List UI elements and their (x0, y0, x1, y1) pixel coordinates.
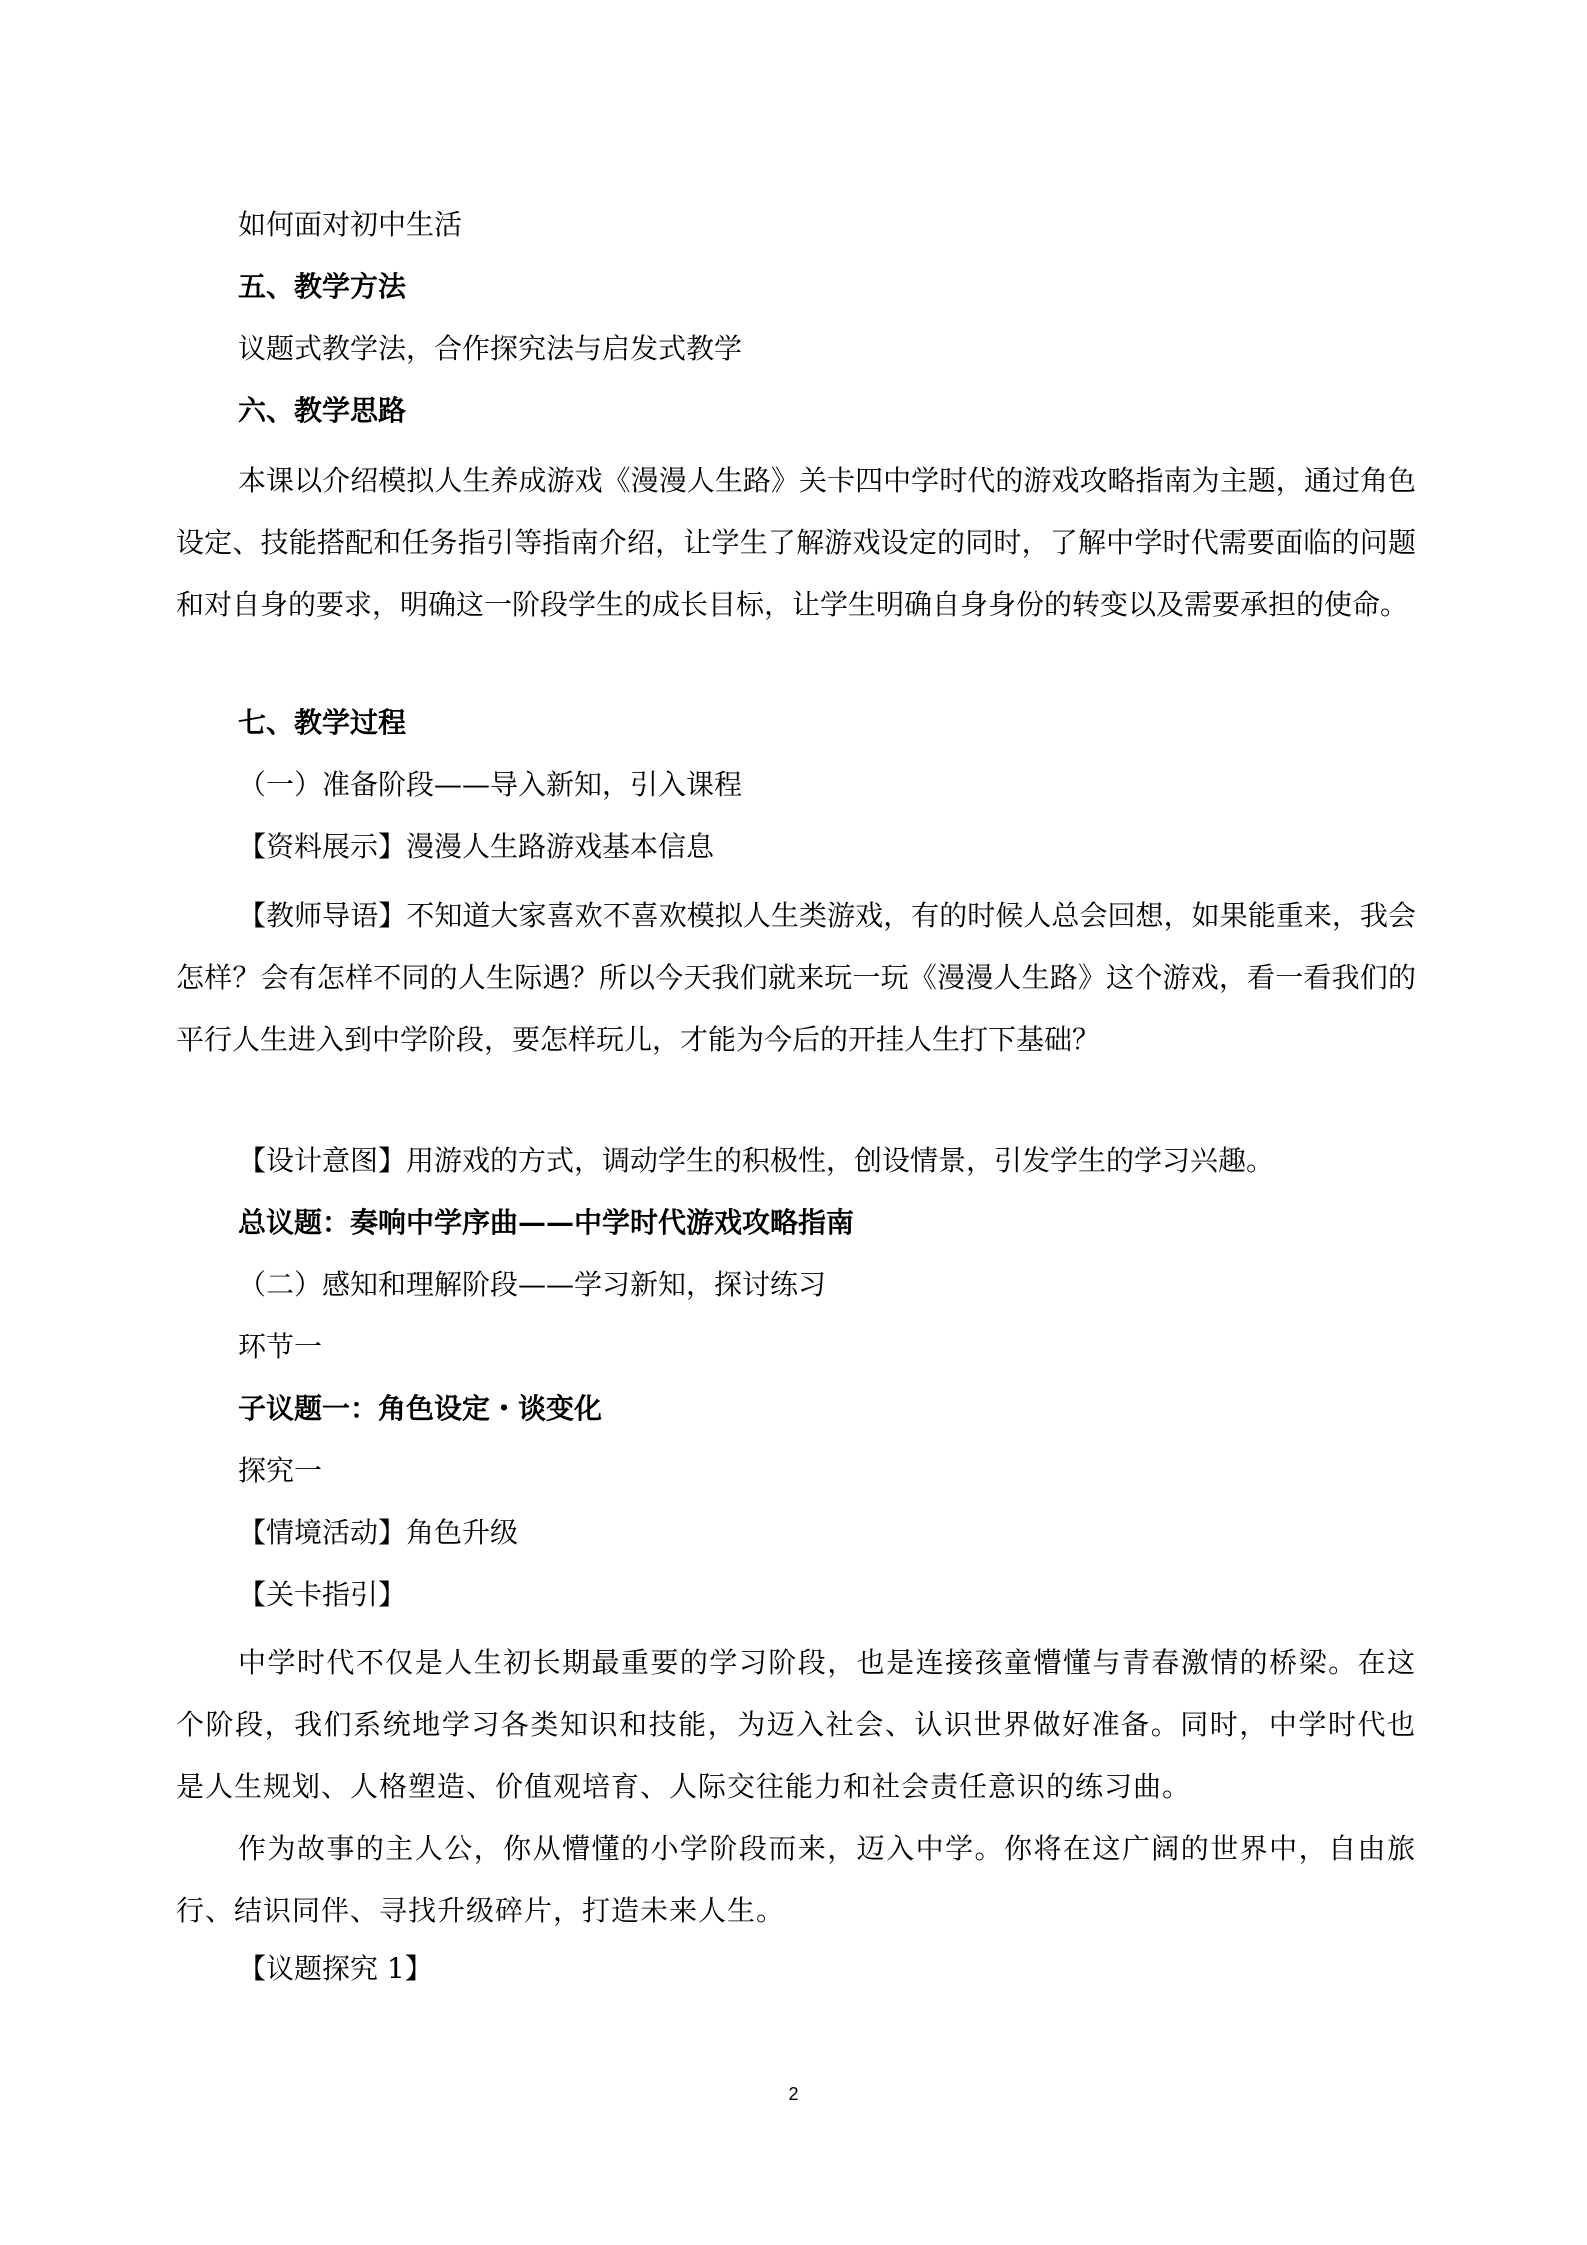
section-heading-6: 六、教学思路 (238, 394, 407, 427)
main-topic-heading: 总议题：奏响中学序曲——中学时代游戏攻略指南 (238, 1206, 855, 1239)
text-line: 【关卡指引】 (238, 1578, 407, 1611)
text-line: 探究一 (238, 1454, 323, 1487)
section-heading-7: 七、教学过程 (238, 706, 407, 739)
text-line: 议题式教学法，合作探究法与启发式教学 (238, 332, 743, 365)
paragraph-teaching-idea: 本课以介绍模拟人生养成游戏《漫漫人生路》关卡四中学时代的游戏攻略指南为主题，通过角色设定、技能搭配和任务指引等指南介绍，让学生了解游戏设定的同时，了解中学时代需要面临的问题和对自身的要求，明确这一阶段学生的成长目标，让学生明确自身身份的转变以及需要承担的使命。 (176, 464, 1416, 621)
paragraph-teacher-intro: 【教师导语】不知道大家喜欢不喜欢模拟人生类游戏，有的时候人总会回想，如果能重来，我会怎样？会有怎样不同的人生际遇？所以今天我们就来玩一玩《漫漫人生路》这个游戏，看一看我们的平行人生进入到中学阶段，要怎样玩儿，才能为今后的开挂人生打下基础？ (176, 899, 1416, 1056)
text-line: 如何面对初中生活 (238, 208, 463, 241)
text-line: （二）感知和理解阶段——学习新知，探讨练习 (238, 1268, 827, 1301)
text-line: （一）准备阶段——导入新知，引入课程 (238, 768, 743, 801)
paragraph-stage-guide: 中学时代不仅是人生初长期最重要的学习阶段，也是连接孩童懵懂与青春激情的桥梁。在这个阶段，我们系统地学习各类知识和技能，为迈入社会、认识世界做好准备。同时，中学时代也是人生规划、人格塑造、价值观培育、人际交往能力和社会责任意识的练习曲。 (176, 1646, 1416, 1803)
text-line: 【资料展示】漫漫人生路游戏基本信息 (238, 830, 715, 863)
sub-topic-heading: 子议题一：角色设定・谈变化 (238, 1392, 603, 1425)
text-line: 【议题探究 1】 (238, 1952, 433, 1985)
page-number: 2 (788, 2084, 799, 2104)
paragraph-protagonist: 作为故事的主人公，你从懵懂的小学阶段而来，迈入中学。你将在这广阔的世界中，自由旅行、结识同伴、寻找升级碎片，打造未来人生。 (176, 1832, 1416, 1927)
text-line: 【情境活动】角色升级 (238, 1516, 519, 1549)
text-line: 环节一 (238, 1330, 323, 1363)
text-line: 【设计意图】用游戏的方式，调动学生的积极性，创设情景，引发学生的学习兴趣。 (238, 1144, 1275, 1177)
section-heading-5: 五、教学方法 (238, 270, 407, 303)
